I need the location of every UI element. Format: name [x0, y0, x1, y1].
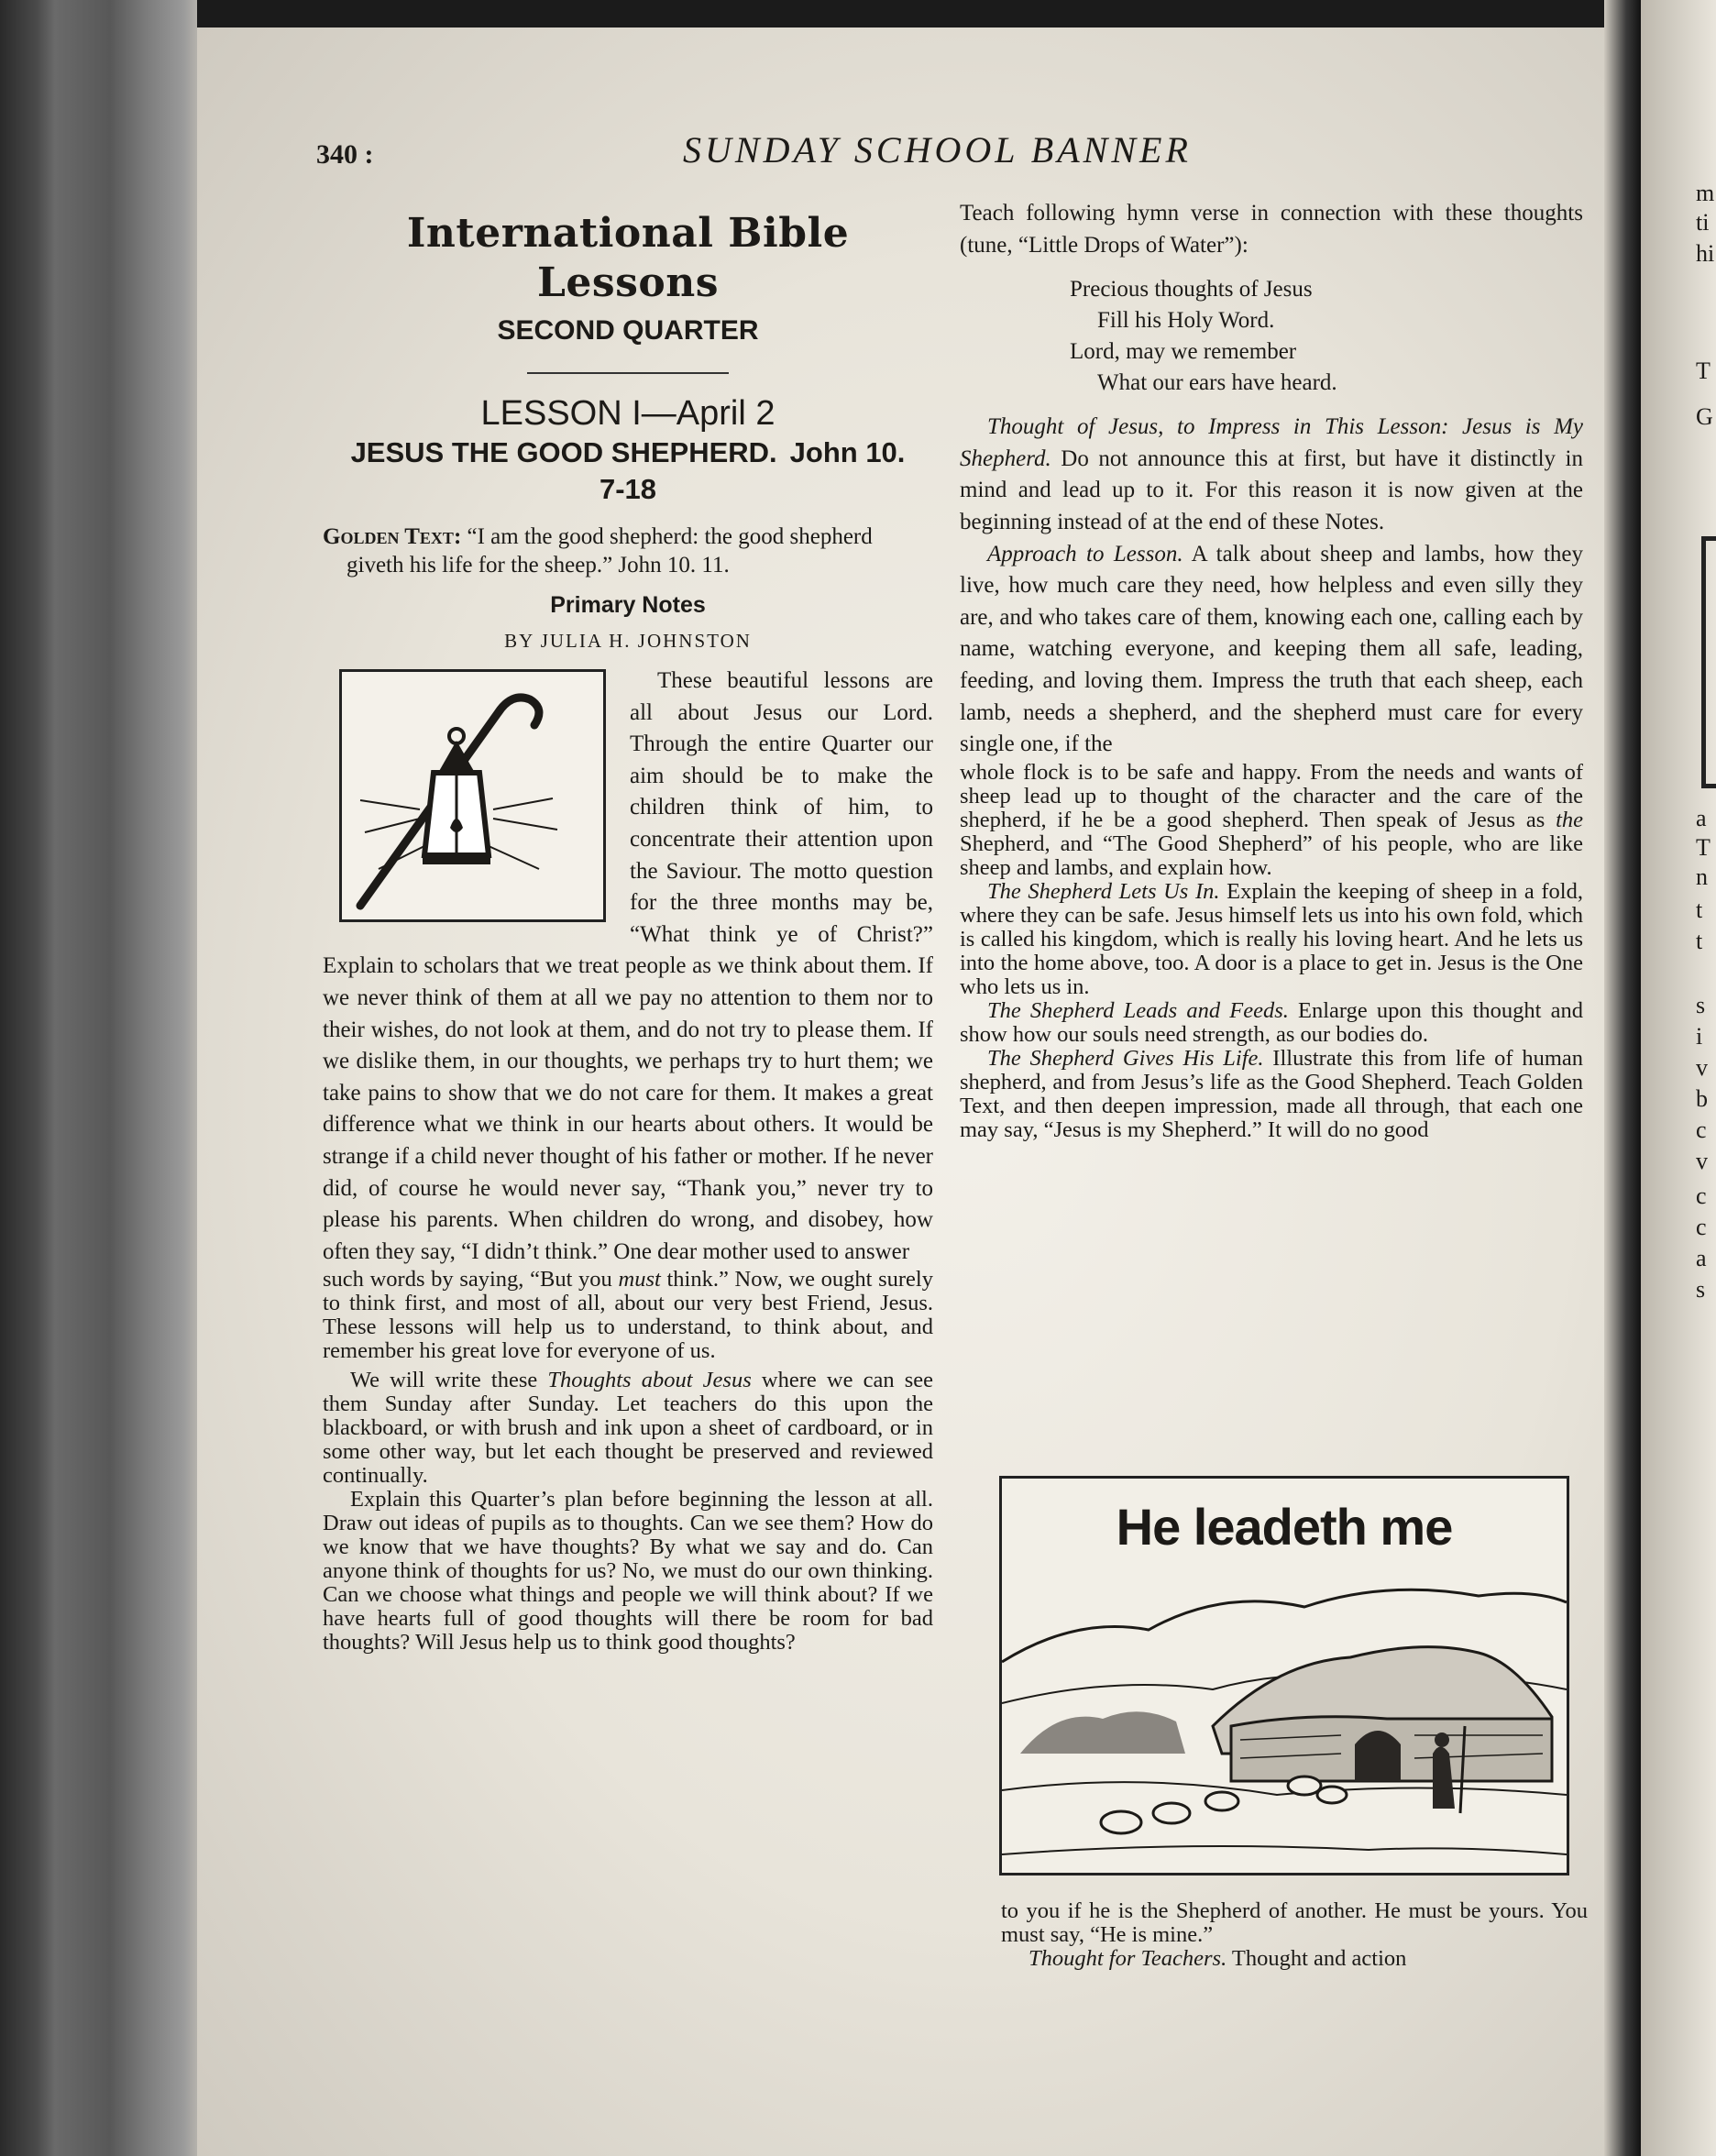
emphasis: must — [618, 1267, 661, 1292]
paragraph-approach — [960, 539, 1583, 761]
paragraph-thoughts — [323, 1369, 933, 1488]
hymn-intro: Teach following hymn verse in connection with these thoughts (tune, “Little Drops of Water”): — [960, 201, 1583, 258]
text-run: We will write these — [350, 1368, 548, 1393]
golden-text-label: Golden Text: — [323, 524, 462, 549]
paragraph-gives-life-end: to you if he is the Shepherd of another. He must be yours. You must say, “He is mine.” — [1001, 1898, 1588, 1947]
hymn-line: Lord, may we remember — [1070, 339, 1297, 365]
adjacent-text: s — [1696, 992, 1706, 1018]
paragraph-lets-us-in — [960, 880, 1583, 999]
adjacent-text: T — [1696, 358, 1710, 384]
adjacent-text: n — [1696, 864, 1708, 890]
dense-text-block — [323, 1268, 933, 1655]
emphasis: The Shepherd Leads and Feeds. — [987, 997, 1289, 1023]
adjacent-text: m — [1696, 180, 1715, 206]
lesson-subject — [323, 434, 933, 471]
hymn-line: What our ears have heard. — [1097, 370, 1337, 396]
text-run: where we can see them Sunday after Sunday. Let teachers do this upon the blackboard, or with brush and ink upon a sheet of cardboard, or in some other way, but let each thought be preserved and reviewed continually. — [323, 1368, 933, 1489]
adjacent-text: hi — [1696, 240, 1715, 267]
left-column — [323, 209, 933, 1655]
adjacent-text: t — [1696, 928, 1703, 954]
adjacent-text: s — [1696, 1276, 1706, 1303]
illustration-caption: He leadeth me — [1116, 1498, 1453, 1556]
right-column — [960, 198, 1583, 1142]
paragraph-leads-feeds — [960, 999, 1583, 1047]
subject-reference: John 10. — [789, 436, 906, 468]
closing-text — [1001, 1899, 1588, 1971]
shepherd-illustration — [999, 1476, 1569, 1876]
adjacent-text: c — [1696, 1116, 1707, 1143]
journal-title: SUNDAY SCHOOL BANNER — [683, 129, 1192, 170]
page-gutter — [1604, 0, 1641, 2156]
paragraph-approach-continued — [960, 761, 1583, 880]
adjacent-text: c — [1696, 1214, 1707, 1240]
paragraph-thought-of-jesus — [960, 412, 1583, 538]
dense-text-block — [960, 761, 1583, 1142]
text-run: think.” Now, we ought surely to think first, and most of all, about our very best Friend, Jesus. These lessons will help us to understand, to think about, and remember his great love for everyone of us. — [323, 1267, 933, 1364]
adjacent-text: v — [1696, 1148, 1708, 1174]
golden-text-body: “I am the good shepherd: the good shepherd giveth his life for the sheep.” John 10. 11. — [346, 524, 873, 578]
hymn-line: Precious thoughts of Jesus — [1070, 277, 1313, 302]
adjacent-text: b — [1696, 1085, 1708, 1112]
hymn-verse — [1070, 274, 1583, 399]
adjacent-text: t — [1696, 896, 1703, 923]
notes-heading: Primary Notes — [550, 592, 706, 618]
adjacent-text: ti — [1696, 209, 1710, 236]
text-run: A talk about sheep and lambs, how they live, how much care they need, how helpless and even silly they are, and who takes care of them, knowing each one, calling each by name, watching everyone, and keeping them all safe, leading, feeding, and loving them. Impress the truth that each sheep, each lamb, needs a shepherd, and the shepherd must care for every single one, if the — [960, 541, 1583, 757]
notes-byline: BY JULIA H. JOHNSTON — [504, 630, 752, 652]
hymn-line: Fill his Holy Word. — [1097, 308, 1275, 334]
adjacent-text: G — [1696, 403, 1713, 430]
emphasis: Thought for Teachers. — [1028, 1946, 1227, 1971]
paragraph-teachers — [1001, 1947, 1588, 1971]
quarter-label: SECOND QUARTER — [497, 315, 759, 346]
subject-text: JESUS THE GOOD SHEPHERD. — [350, 436, 777, 468]
paragraph-intro-continued — [323, 1268, 933, 1363]
text-run: whole flock is to be safe and happy. From the needs and wants of sheep lead up to thought of the character and the care of the shepherd, if he be a good shepherd. Then speak of Jesus as — [960, 759, 1583, 832]
adjacent-page — [1641, 0, 1716, 2156]
lesson-label: LESSON I—April 2 — [480, 394, 776, 433]
adjacent-text: i — [1696, 1023, 1703, 1050]
emphasis: The Shepherd Gives His Life. — [987, 1045, 1264, 1071]
emphasis: the — [1556, 807, 1583, 832]
lantern-crook-illustration — [339, 669, 606, 922]
text-run: Do not announce this at first, but have it distinctly in mind and lead up to it. For this reason it is now given at the beginning instead of at the end of these Notes. — [960, 446, 1583, 534]
paragraph-intro: These beautiful lessons are all about Jesus our Lord. Through the entire Quarter our aim should be to make the children think of him, to concentrate their attention upon the Saviour. The motto question for the three months may be, “What think ye of Christ?” Explain to scholars that we treat people as we think about them. If we never think of them at all we pay no attention to them nor to their wishes, do not look at them, and do not try to please them. If we dislike them, in our thoughts, we perhaps try to hurt them; we take pains to show that we do not care for them. It makes a great difference what we think in our hearts about others. It would be strange if a child never thought of his father or mother. If he never did, of course he would never say, “Thank you,” never try to please his parents. When children do wrong, and disobey, how often they say, “I didn’t think.” One dear mother used to answer — [323, 668, 933, 1264]
title-rule — [527, 372, 729, 374]
paragraph-gives-life — [960, 1047, 1583, 1142]
adjacent-text: a — [1696, 805, 1707, 831]
text-run: Thought and action — [1226, 1946, 1407, 1971]
adjacent-text: T — [1696, 834, 1710, 861]
adjacent-page-frame — [1701, 536, 1716, 788]
emphasis: Thought of Jesus, to Impress in This Lesson: Jesus is My Shepherd. — [960, 414, 1583, 471]
emphasis: The Shepherd Lets Us In. — [987, 878, 1220, 904]
text-run: Explain the keeping of sheep in a fold, where they can be safe. Jesus himself lets us into his own fold, which is called his kingdom, which is really his loving heart. And he lets us into the home above, too. A door is a place to get in. Jesus is the One who lets us in. — [960, 878, 1583, 999]
text-run: Shepherd, and “The Good Shepherd” of his people, who are like sheep and lambs, and explain how. — [960, 830, 1583, 880]
running-header — [316, 128, 1233, 174]
text-run: Illustrate this from life of human shepherd, and from Jesus’s life as the Good Shepherd. Teach Golden Text, and then deepen impression, made all through, that each one may say, “Jesus is my Shepherd.” It will do no good — [960, 1045, 1583, 1142]
book-spine — [0, 0, 197, 2156]
lesson-verses: 7-18 — [599, 473, 657, 505]
adjacent-text: a — [1696, 1245, 1707, 1271]
text-run: such words by saying, “But you — [323, 1267, 619, 1292]
adjacent-text: v — [1696, 1054, 1708, 1081]
golden-text — [323, 522, 933, 579]
paragraph-plan: Explain this Quarter’s plan before beginning the lesson at all. Draw out ideas of pupils as to thoughts. Can we see them? How do we know that we have thoughts? By what we say and do. Can anyone think of thoughts for us? No, we must do our own thinking. Can we choose what things and people we will think about? If we have hearts full of good thoughts will there be room for bad thoughts? Will Jesus help us to think good thoughts? — [323, 1487, 933, 1656]
text-run: Enlarge upon this thought and show how our souls need strength, as our bodies do. — [960, 997, 1583, 1047]
emphasis: Thoughts about Jesus — [547, 1368, 752, 1393]
adjacent-text: c — [1696, 1182, 1707, 1209]
page-number: 340 : — [316, 139, 374, 170]
emphasis: Approach to Lesson. — [987, 541, 1183, 566]
series-title: International Bible Lessons — [406, 210, 850, 306]
